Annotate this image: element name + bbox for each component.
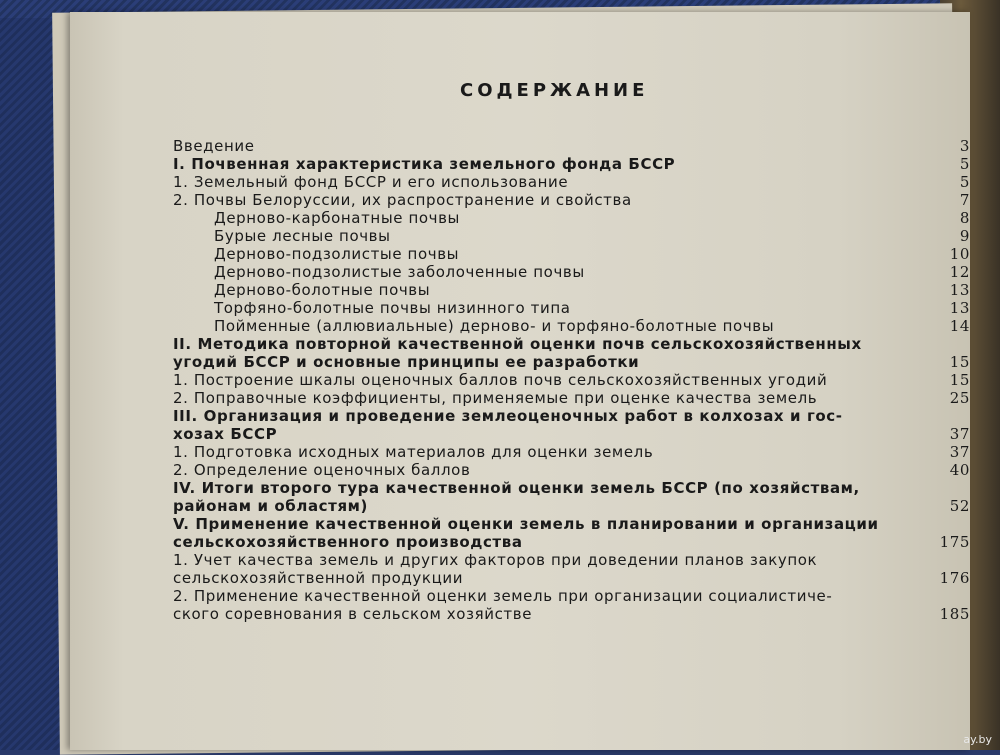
toc-entry-text: сельскохозяйственного производства [173,533,523,551]
toc-entry [173,209,970,227]
toc-entry-page: 9 [959,227,970,245]
toc-entry-page: 175 [939,533,970,551]
toc-entry [173,299,970,317]
toc-entry [173,281,970,299]
toc-entry-page: 15 [949,371,970,389]
toc-entry [173,479,943,497]
toc-entry-page: 5 [959,173,970,191]
toc-entry-page: 185 [939,605,970,623]
toc-entry [173,425,970,443]
toc-entry [173,389,970,407]
book-page [70,12,970,750]
toc-entry-text: 1. Подготовка исходных материалов для оценки земель [173,443,654,461]
toc-entry [173,461,970,479]
toc-entry-text: ского соревнования в сельском хозяйстве [173,605,533,623]
toc-entry-page: 37 [949,425,970,443]
toc-entry-page: 3 [959,137,970,155]
toc-entry-page: 14 [949,317,970,335]
toc-entry-page: 40 [949,461,970,479]
toc-entry-text: 2. Определение оценочных баллов [173,461,471,479]
toc-entry-text: II. Методика повторной качественной оценки почв сельскохозяйственных [173,335,862,353]
toc-entry-text: хозах БССР [173,425,278,443]
toc-entry [173,353,970,371]
toc-entry-page: 10 [949,245,970,263]
toc-entry-text: Введение [173,137,255,155]
toc-entry [173,317,970,335]
toc-entry-text: Дерново-болотные почвы [214,281,431,299]
toc-entry-text: Дерново-подзолистые заболоченные почвы [214,263,585,281]
toc-entry-text: 1. Земельный фонд БССР и его использование [173,173,569,191]
toc-entry [173,443,970,461]
toc-entry-text: Пойменные (аллювиальные) дерново- и торфяно-болотные почвы [214,317,775,335]
toc-entry [173,497,970,515]
watermark: ay.by [963,733,992,746]
toc-entry-text: Дерново-подзолистые почвы [214,245,460,263]
toc-entry [173,155,970,173]
toc-entry-page: 5 [959,155,970,173]
toc-entry-text: Дерново-карбонатные почвы [214,209,460,227]
toc-entry-text: 1. Построение шкалы оценочных баллов почв сельскохозяйственных угодий [173,371,828,389]
toc-entry-page: 12 [949,263,970,281]
page-title: СОДЕРЖАНИЕ [460,80,649,101]
toc-entry [173,191,970,209]
toc-entry-page: 37 [949,443,970,461]
table-of-contents [173,137,970,623]
toc-entry-text: 1. Учет качества земель и других факторов при доведении планов закупок [173,551,818,569]
toc-entry-page: 15 [949,353,970,371]
toc-entry-text: угодий БССР и основные принципы ее разработки [173,353,640,371]
toc-entry-page: 13 [949,299,970,317]
toc-entry [173,173,970,191]
toc-entry [173,551,943,569]
toc-entry-text: IV. Итоги второго тура качественной оценки земель БССР (по хозяйствам, [173,479,860,497]
toc-entry-page: 13 [949,281,970,299]
toc-entry [173,533,970,551]
toc-entry-text: сельскохозяйственной продукции [173,569,464,587]
toc-entry-text: 2. Применение качественной оценки земель при организации социалистиче- [173,587,833,605]
toc-entry-text: 2. Почвы Белоруссии, их распространение и свойства [173,191,632,209]
toc-entry [173,137,970,155]
toc-entry-text: районам и областям) [173,497,368,515]
toc-entry [173,227,970,245]
toc-entry-text: I. Почвенная характеристика земельного фонда БССР [173,155,676,173]
toc-entry-page: 25 [949,389,970,407]
toc-entry [173,371,970,389]
toc-entry [173,335,943,353]
toc-entry-page: 7 [959,191,970,209]
toc-entry [173,407,943,425]
toc-entry-page: 8 [959,209,970,227]
toc-entry-text: Бурые лесные почвы [214,227,391,245]
toc-entry-text: V. Применение качественной оценки земель в планировании и организации [173,515,879,533]
toc-entry-page: 52 [949,497,970,515]
toc-entry [173,263,970,281]
toc-entry-page: 176 [939,569,970,587]
toc-entry [173,515,943,533]
toc-entry-text: III. Организация и проведение землеоценочных работ в колхозах и гос- [173,407,843,425]
toc-entry [173,245,970,263]
toc-entry [173,605,970,623]
toc-entry-text: 2. Поправочные коэффициенты, применяемые при оценке качества земель [173,389,818,407]
toc-entry [173,587,943,605]
toc-entry [173,569,970,587]
toc-entry-text: Торфяно-болотные почвы низинного типа [214,299,571,317]
